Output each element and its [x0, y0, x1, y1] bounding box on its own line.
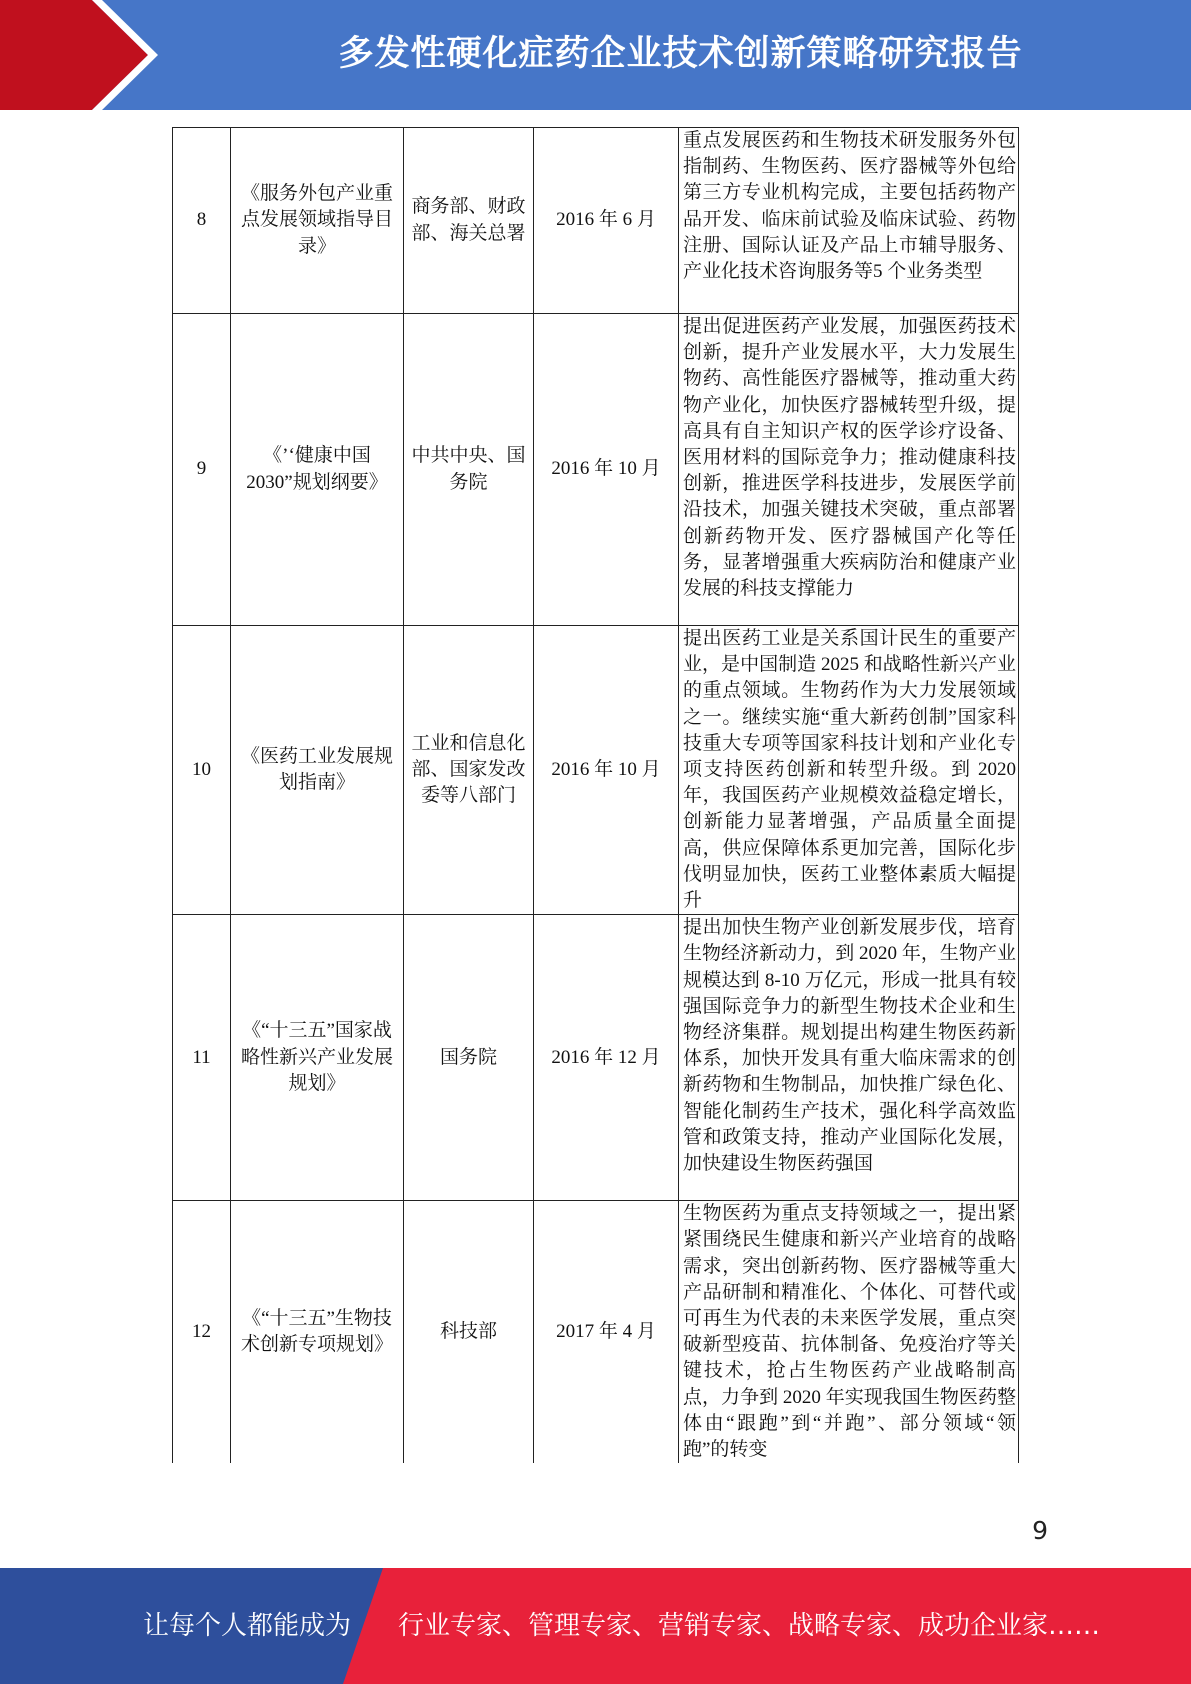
row-number: 11 — [173, 915, 231, 1201]
policy-name: 《“十三五”生物技术创新专项规划》 — [231, 1201, 404, 1464]
page-number: 9 — [1032, 1516, 1048, 1545]
policy-name: 《服务外包产业重点发展领域指导目录》 — [231, 128, 404, 314]
issue-date: 2016 年 10 月 — [534, 626, 679, 915]
issue-date: 2016 年 6 月 — [534, 128, 679, 314]
row-number: 12 — [173, 1201, 231, 1464]
issue-date: 2017 年 4 月 — [534, 1201, 679, 1464]
footer-slogan-left: 让每个人都能成为 — [143, 1611, 352, 1641]
table-row — [173, 1201, 1019, 1464]
issuing-department: 科技部 — [404, 1201, 534, 1464]
policy-name: 《医药工业发展规划指南》 — [231, 626, 404, 915]
policy-description: 重点发展医药和生物技术研发服务外包指制药、生物医药、医疗器械等外包给第三方专业机构完成，主要包括药物产品开发、临床前试验及临床试验、药物注册、国际认证及产品上市辅导服务、产业化技术咨询服务等5 个业务类型 — [679, 128, 1019, 314]
row-number: 8 — [173, 128, 231, 314]
page-header — [0, 0, 1191, 110]
table-row — [173, 626, 1019, 915]
row-number: 9 — [173, 314, 231, 626]
policy-name: 《“十三五”国家战略性新兴产业发展规划》 — [231, 915, 404, 1201]
issuing-department: 工业和信息化部、国家发改委等八部门 — [404, 626, 534, 915]
footer-slogan-right: 行业专家、管理专家、营销专家、战略专家、成功企业家…… — [398, 1611, 1101, 1641]
page-footer — [0, 1568, 1191, 1684]
policy-table — [172, 127, 1019, 1463]
issuing-department: 国务院 — [404, 915, 534, 1201]
row-number: 10 — [173, 626, 231, 915]
report-title: 多发性硬化症药企业技术创新策略研究报告 — [338, 34, 1023, 74]
policy-name: 《’‘健康中国 2030”规划纲要》 — [231, 314, 404, 626]
table-row — [173, 314, 1019, 626]
policy-description: 提出加快生物产业创新发展步伐，培育生物经济新动力，到 2020 年，生物产业规模达到 8-10 万亿元，形成一批具有较强国际竞争力的新型生物技术企业和生物经济集群。规划提出构建生物医药新体系，加快开发具有重大临床需求的创新药物和生物制品，加快推广绿色化、智能化制药生产技术，强化科学高效监管和政策支持，推动产业国际化发展，加快建设生物医药强国 — [679, 915, 1019, 1201]
table-row — [173, 128, 1019, 314]
table-row — [173, 915, 1019, 1201]
issue-date: 2016 年 10 月 — [534, 314, 679, 626]
policy-description: 提出医药工业是关系国计民生的重要产业，是中国制造 2025 和战略性新兴产业的重点领域。生物药作为大力发展领域之一。继续实施“重大新药创制”国家科技重大专项等国家科技计划和产业化专项支持医药创新和转型升级。到 2020 年，我国医药产业规模效益稳定增长，创新能力显著增强，产品质量全面提高，供应保障体系更加完善，国际化步伐明显加快，医药工业整体素质大幅提升 — [679, 626, 1019, 915]
issue-date: 2016 年 12 月 — [534, 915, 679, 1201]
policy-description: 生物医药为重点支持领域之一，提出紧紧围绕民生健康和新兴产业培育的战略需求，突出创新药物、医疗器械等重大产品研制和精准化、个体化、可替代或可再生为代表的未来医学发展，重点突破新型疫苗、抗体制备、免疫治疗等关键技术，抢占生物医药产业战略制高点，力争到 2020 年实现我国生物医药整体由“跟跑”到“并跑”、部分领域“领跑”的转变 — [679, 1201, 1019, 1464]
issuing-department: 中共中央、国务院 — [404, 314, 534, 626]
policy-description: 提出促进医药产业发展，加强医药技术创新，提升产业发展水平，大力发展生物药、高性能医疗器械等，推动重大药物产业化，加快医疗器械转型升级，提高具有自主知识产权的医学诊疗设备、医用材料的国际竞争力；推动健康科技创新，推进医学科技进步，发展医学前沿技术，加强关键技术突破，重点部署创新药物开发、医疗器械国产化等任务，显著增强重大疾病防治和健康产业发展的科技支撑能力 — [679, 314, 1019, 626]
issuing-department: 商务部、财政部、海关总署 — [404, 128, 534, 314]
